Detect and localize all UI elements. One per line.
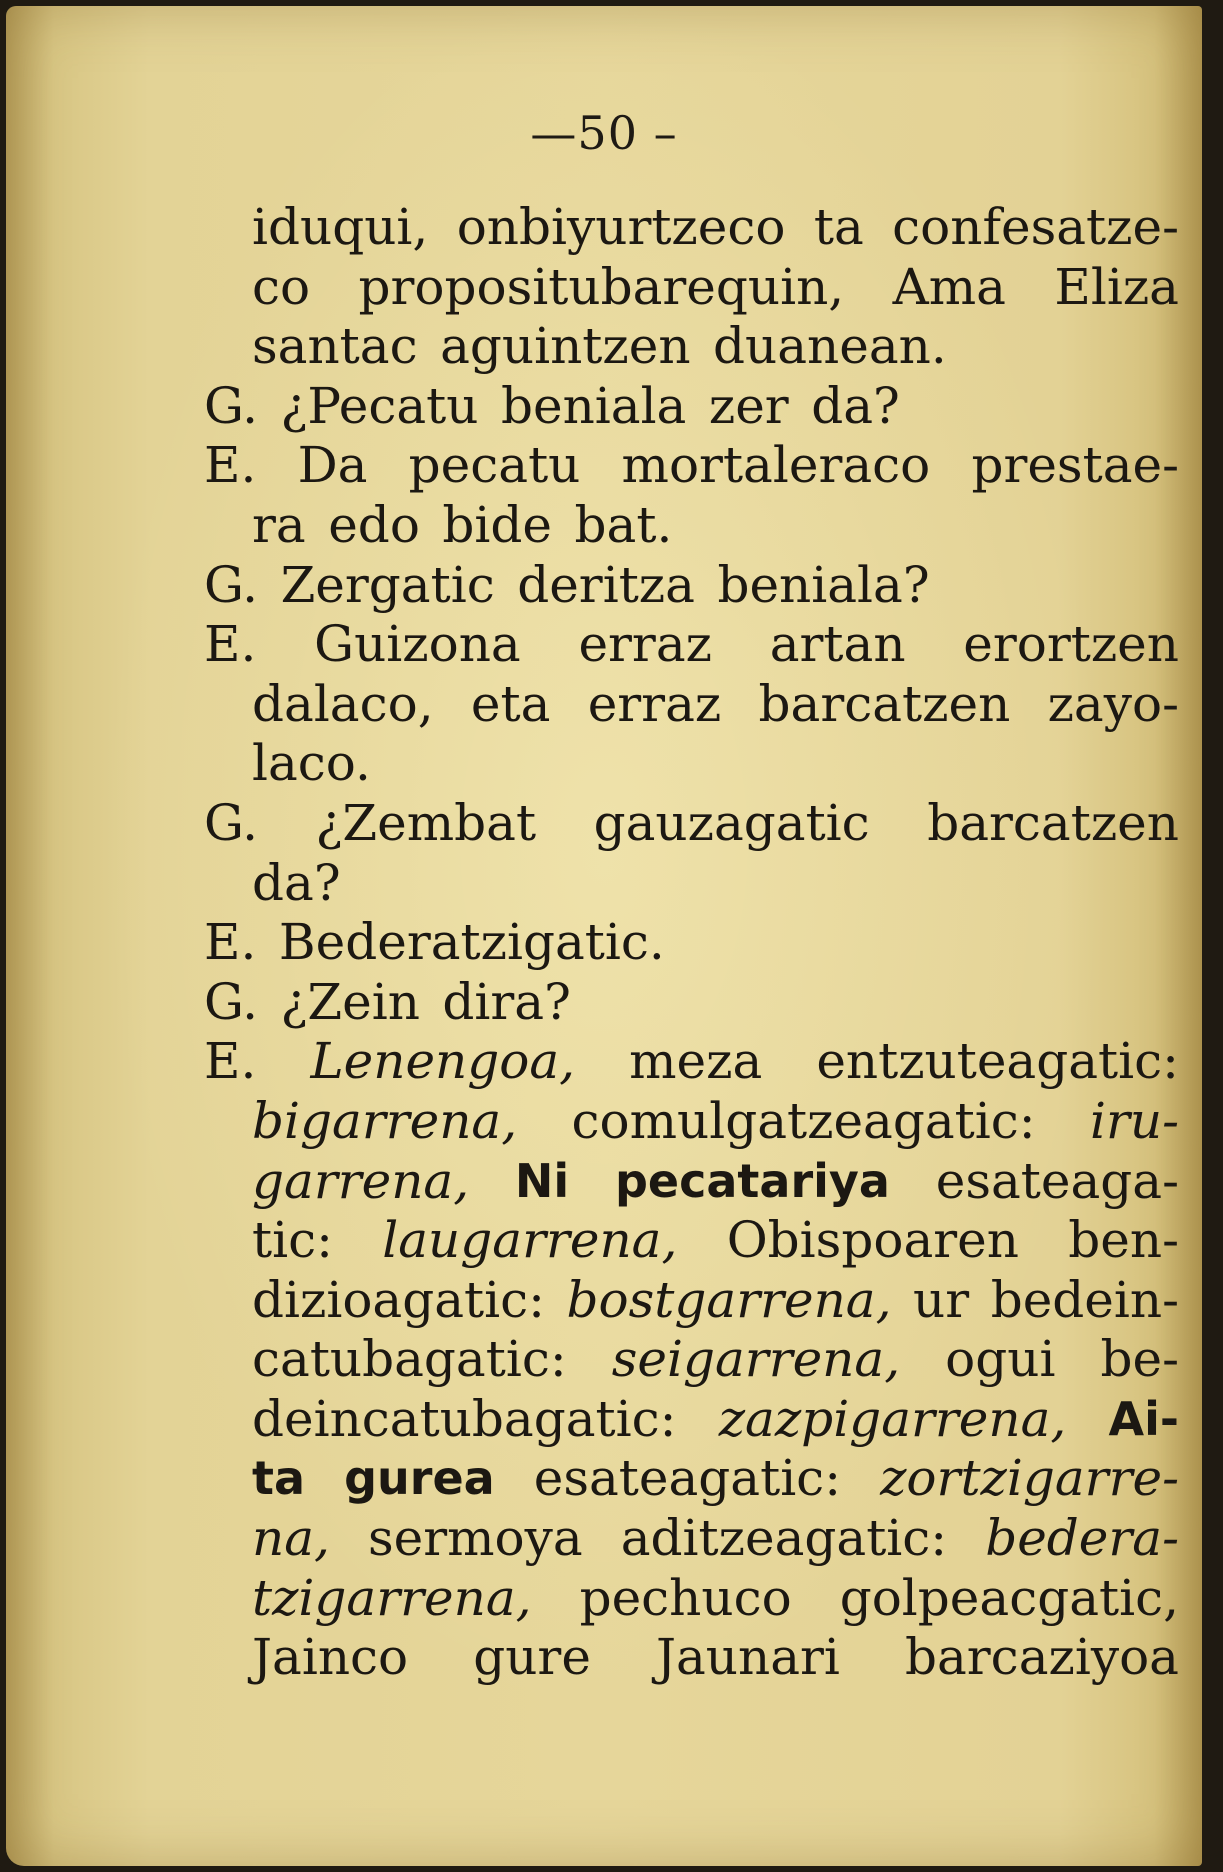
word: Ni <box>514 1153 570 1208</box>
text-line <box>204 1271 1179 1331</box>
word: iduqui, <box>252 198 429 256</box>
word: Da <box>297 436 368 495</box>
text-line <box>204 1628 1179 1688</box>
word: edo <box>328 495 420 554</box>
word: deritza <box>517 555 695 614</box>
word: Ama <box>892 257 1006 316</box>
word: E. <box>204 615 257 674</box>
text-line <box>204 675 1179 735</box>
word: Bederatzigatic. <box>278 913 665 972</box>
word: Obispoaren <box>726 1211 1019 1270</box>
word: aguintzen <box>440 317 691 376</box>
text-line <box>204 615 1179 675</box>
word: sermoya <box>367 1509 583 1568</box>
text-line <box>204 556 1179 616</box>
word: artan <box>769 615 906 674</box>
word: barcaziyoa <box>904 1628 1179 1687</box>
word: barcatzen <box>927 793 1179 852</box>
word: meza <box>629 1032 763 1091</box>
word: bide <box>442 495 553 554</box>
word: laugarrena, <box>382 1211 678 1270</box>
word: ur <box>913 1270 970 1329</box>
word: Jaunari <box>655 1628 840 1687</box>
word: ¿Zembat <box>315 793 537 852</box>
text-line <box>204 1509 1179 1569</box>
word: onbiyurtzeco <box>456 198 786 256</box>
word: da? <box>811 376 900 435</box>
word: na, <box>252 1509 330 1568</box>
page-number: —50 – <box>530 106 678 160</box>
word: barcatzen <box>758 674 1011 733</box>
word: Zergatic <box>280 555 495 614</box>
word: tzigarrena, <box>252 1568 532 1627</box>
word: G. <box>204 793 259 852</box>
word: esateagatic: <box>533 1449 842 1508</box>
word: gure <box>473 1628 591 1687</box>
word: zortzigarre- <box>880 1449 1179 1508</box>
word: Jainco <box>252 1628 409 1687</box>
text-line <box>204 1092 1179 1152</box>
text-line <box>204 973 1179 1033</box>
text-line <box>204 734 1179 794</box>
word: G. <box>204 555 259 614</box>
word: ben- <box>1068 1211 1179 1270</box>
word: zayo- <box>1047 674 1179 733</box>
word: Eliza <box>1054 257 1179 316</box>
text-line <box>204 1449 1179 1509</box>
text-line <box>204 496 1179 556</box>
word: comulgatzeagatic: <box>571 1091 1036 1150</box>
word: ogui <box>945 1330 1056 1389</box>
text-line <box>204 198 1179 258</box>
word: catubagatic: <box>252 1330 567 1389</box>
word: duanean. <box>713 317 947 376</box>
word: dizioagatic: <box>252 1270 545 1329</box>
word: G. <box>204 972 259 1031</box>
word: dira? <box>442 972 571 1031</box>
word: dalaco, <box>252 674 434 733</box>
word: bigarrena, <box>252 1091 518 1150</box>
text-line <box>204 854 1179 914</box>
text-line <box>204 794 1179 854</box>
text-line <box>204 1152 1179 1212</box>
word: erortzen <box>963 615 1179 674</box>
word: G. <box>204 376 259 435</box>
word: pechuco <box>579 1568 792 1627</box>
text-line <box>204 317 1179 377</box>
word: Guizona <box>314 615 521 674</box>
word: da? <box>252 853 341 912</box>
book-page <box>6 6 1202 1866</box>
word: gurea <box>344 1451 495 1506</box>
word: tic: <box>252 1211 333 1270</box>
text-line <box>204 1390 1179 1450</box>
word: iru- <box>1090 1091 1179 1150</box>
word: entzuteagatic: <box>816 1032 1179 1091</box>
word: bostgarrena, <box>566 1270 892 1329</box>
word: santac <box>252 317 418 376</box>
word: bedein- <box>990 1270 1179 1329</box>
text-line <box>204 1032 1179 1092</box>
word: erraz <box>587 674 722 733</box>
body-text <box>204 198 1179 1688</box>
text-line <box>204 377 1179 437</box>
word: E. <box>204 1032 257 1091</box>
word: prestae- <box>971 436 1179 495</box>
word: pecatariya <box>614 1153 890 1208</box>
word: ¿Pecatu <box>280 376 479 435</box>
word: co <box>252 257 311 316</box>
word: zer <box>708 376 789 435</box>
word: bat. <box>574 495 673 554</box>
word: propositubarequin, <box>358 257 845 316</box>
word: laco. <box>252 734 371 793</box>
word: E. <box>204 436 257 495</box>
word: E. <box>204 913 257 972</box>
word: deincatubagatic: <box>252 1389 677 1448</box>
word: erraz <box>578 615 712 674</box>
text-line <box>204 1330 1179 1390</box>
word: Ai- <box>1108 1391 1179 1446</box>
word: golpeacgatic, <box>839 1568 1179 1627</box>
word: ta <box>252 1451 306 1506</box>
word: zazpigarrena, <box>718 1389 1067 1448</box>
word: eta <box>470 674 551 733</box>
word: ta <box>813 198 864 256</box>
word: mortaleraco <box>621 436 931 495</box>
word: gauzagatic <box>593 793 870 852</box>
word: esateaga- <box>935 1151 1179 1210</box>
word: aditzeagatic: <box>620 1509 948 1568</box>
word: beniala? <box>717 555 930 614</box>
word: seigarrena, <box>611 1330 901 1389</box>
word: beniala <box>500 376 687 435</box>
word: garrena, <box>252 1151 470 1210</box>
text-line <box>204 436 1179 496</box>
text-line <box>204 258 1179 318</box>
word: confesatze- <box>892 198 1179 256</box>
text-line <box>204 913 1179 973</box>
word: be- <box>1100 1330 1179 1389</box>
word: Lenengoa, <box>310 1032 576 1091</box>
text-line <box>204 1211 1179 1271</box>
word: ¿Zein <box>280 972 420 1031</box>
word: ra <box>252 495 306 554</box>
word: pecatu <box>408 436 581 495</box>
word: bedera- <box>985 1509 1179 1568</box>
text-line <box>204 1569 1179 1629</box>
